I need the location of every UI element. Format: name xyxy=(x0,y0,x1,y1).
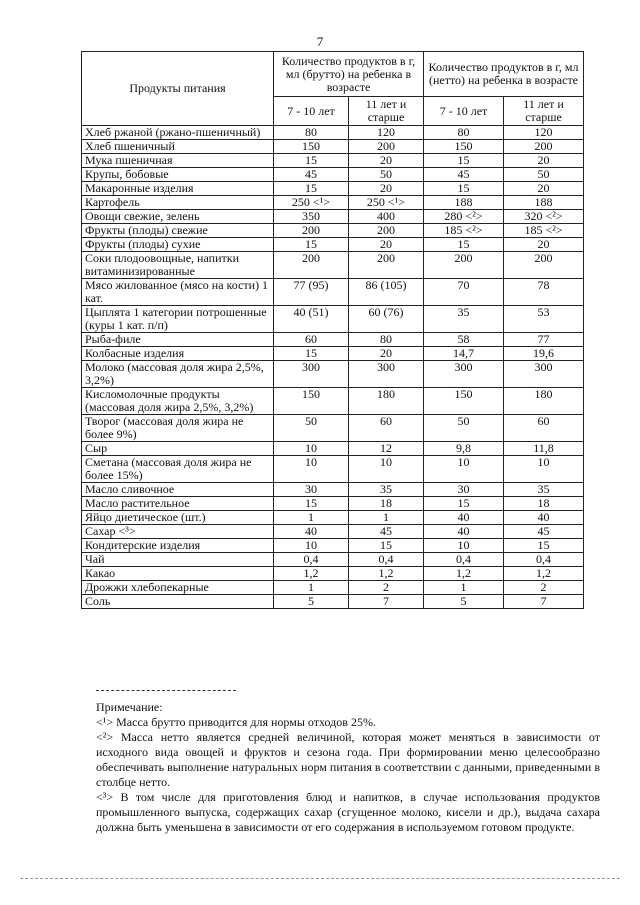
gross-11-plus-cell: 0,4 xyxy=(349,553,424,567)
gross-7-10-cell: 0,4 xyxy=(274,553,349,567)
gross-11-plus-cell: 120 xyxy=(349,126,424,140)
header-gross-age-11-plus: 11 лет и старше xyxy=(349,97,424,126)
gross-7-10-cell: 15 xyxy=(274,497,349,511)
net-11-plus-cell: 53 xyxy=(504,306,584,333)
net-11-plus-cell: 20 xyxy=(504,238,584,252)
table-row xyxy=(82,361,584,388)
gross-11-plus-cell: 50 xyxy=(349,168,424,182)
table-row xyxy=(82,525,584,539)
net-11-plus-cell: 200 xyxy=(504,252,584,279)
note-3: <³> В том числе для приготовления блюд и напитков, в случае использования продуктов промышленного выпуска, содержащих сахар (сгущенное молоко, кисели и др.), выдача сахара должна быть уменьшена в зависимости от его содержания в используемом готовом продукте. xyxy=(96,790,600,834)
notes-title: Примечание: xyxy=(96,700,163,714)
table-row xyxy=(82,347,584,361)
net-7-10-cell: 45 xyxy=(424,168,504,182)
gross-11-plus-cell: 20 xyxy=(349,238,424,252)
table-row xyxy=(82,168,584,182)
gross-11-plus-cell: 180 xyxy=(349,388,424,415)
net-11-plus-cell: 300 xyxy=(504,361,584,388)
net-7-10-cell: 50 xyxy=(424,415,504,442)
notes-separator xyxy=(96,690,236,691)
header-net: Количество продуктов в г, мл (нетто) на ребенка в возрасте xyxy=(424,52,584,97)
table-row xyxy=(82,333,584,347)
gross-11-plus-cell: 80 xyxy=(349,333,424,347)
product-name-cell: Какао xyxy=(82,567,274,581)
net-7-10-cell: 280 <²> xyxy=(424,210,504,224)
gross-7-10-cell: 1 xyxy=(274,511,349,525)
table-row xyxy=(82,567,584,581)
table-row xyxy=(82,154,584,168)
header-gross: Количество продуктов в г, мл (брутто) на ребенка в возрасте xyxy=(274,52,424,97)
gross-7-10-cell: 300 xyxy=(274,361,349,388)
product-name-cell: Творог (массовая доля жира не более 9%) xyxy=(82,415,274,442)
net-7-10-cell: 10 xyxy=(424,456,504,483)
gross-7-10-cell: 10 xyxy=(274,539,349,553)
gross-11-plus-cell: 200 xyxy=(349,224,424,238)
gross-7-10-cell: 1 xyxy=(274,581,349,595)
table-row xyxy=(82,279,584,306)
gross-7-10-cell: 30 xyxy=(274,483,349,497)
gross-7-10-cell: 200 xyxy=(274,224,349,238)
table-row xyxy=(82,224,584,238)
product-name-cell: Фрукты (плоды) свежие xyxy=(82,224,274,238)
gross-11-plus-cell: 200 xyxy=(349,140,424,154)
net-11-plus-cell: 11,8 xyxy=(504,442,584,456)
product-name-cell: Мясо жилованное (мясо на кости) 1 кат. xyxy=(82,279,274,306)
gross-11-plus-cell: 1,2 xyxy=(349,567,424,581)
gross-7-10-cell: 15 xyxy=(274,154,349,168)
gross-11-plus-cell: 20 xyxy=(349,154,424,168)
gross-7-10-cell: 77 (95) xyxy=(274,279,349,306)
net-11-plus-cell: 35 xyxy=(504,483,584,497)
net-11-plus-cell: 185 <²> xyxy=(504,224,584,238)
net-7-10-cell: 300 xyxy=(424,361,504,388)
gross-11-plus-cell: 18 xyxy=(349,497,424,511)
net-11-plus-cell: 10 xyxy=(504,456,584,483)
net-11-plus-cell: 200 xyxy=(504,140,584,154)
net-7-10-cell: 150 xyxy=(424,388,504,415)
net-11-plus-cell: 18 xyxy=(504,497,584,511)
net-11-plus-cell: 180 xyxy=(504,388,584,415)
table-row xyxy=(82,497,584,511)
gross-11-plus-cell: 1 xyxy=(349,511,424,525)
net-11-plus-cell: 188 xyxy=(504,196,584,210)
gross-11-plus-cell: 7 xyxy=(349,595,424,609)
table-row xyxy=(82,182,584,196)
table-row xyxy=(82,388,584,415)
net-11-plus-cell: 15 xyxy=(504,539,584,553)
gross-7-10-cell: 15 xyxy=(274,182,349,196)
gross-11-plus-cell: 10 xyxy=(349,456,424,483)
net-7-10-cell: 1,2 xyxy=(424,567,504,581)
net-7-10-cell: 150 xyxy=(424,140,504,154)
gross-7-10-cell: 200 xyxy=(274,252,349,279)
product-name-cell: Макаронные изделия xyxy=(82,182,274,196)
net-7-10-cell: 80 xyxy=(424,126,504,140)
net-7-10-cell: 14,7 xyxy=(424,347,504,361)
gross-11-plus-cell: 400 xyxy=(349,210,424,224)
product-name-cell: Крупы, бобовые xyxy=(82,168,274,182)
net-11-plus-cell: 0,4 xyxy=(504,553,584,567)
gross-11-plus-cell: 15 xyxy=(349,539,424,553)
product-name-cell: Соки плодоовощные, напитки витаминизированные xyxy=(82,252,274,279)
product-name-cell: Рыба-филе xyxy=(82,333,274,347)
table-row xyxy=(82,595,584,609)
gross-7-10-cell: 1,2 xyxy=(274,567,349,581)
table-row xyxy=(82,483,584,497)
net-11-plus-cell: 1,2 xyxy=(504,567,584,581)
net-7-10-cell: 188 xyxy=(424,196,504,210)
product-name-cell: Масло растительное xyxy=(82,497,274,511)
net-7-10-cell: 15 xyxy=(424,497,504,511)
table-row xyxy=(82,126,584,140)
gross-7-10-cell: 15 xyxy=(274,347,349,361)
product-name-cell: Хлеб пшеничный xyxy=(82,140,274,154)
net-11-plus-cell: 20 xyxy=(504,182,584,196)
product-name-cell: Хлеб ржаной (ржано-пшеничный) xyxy=(82,126,274,140)
product-name-cell: Сметана (массовая доля жира не более 15%) xyxy=(82,456,274,483)
product-name-cell: Мука пшеничная xyxy=(82,154,274,168)
gross-7-10-cell: 40 xyxy=(274,525,349,539)
product-name-cell: Сахар <³> xyxy=(82,525,274,539)
product-name-cell: Колбасные изделия xyxy=(82,347,274,361)
table-row xyxy=(82,442,584,456)
net-7-10-cell: 40 xyxy=(424,525,504,539)
net-11-plus-cell: 77 xyxy=(504,333,584,347)
net-11-plus-cell: 20 xyxy=(504,154,584,168)
gross-7-10-cell: 60 xyxy=(274,333,349,347)
net-11-plus-cell: 7 xyxy=(504,595,584,609)
gross-11-plus-cell: 2 xyxy=(349,581,424,595)
gross-7-10-cell: 350 xyxy=(274,210,349,224)
gross-11-plus-cell: 86 (105) xyxy=(349,279,424,306)
product-name-cell: Кисломолочные продукты (массовая доля жира 2,5%, 3,2%) xyxy=(82,388,274,415)
net-7-10-cell: 5 xyxy=(424,595,504,609)
gross-11-plus-cell: 35 xyxy=(349,483,424,497)
gross-7-10-cell: 5 xyxy=(274,595,349,609)
net-7-10-cell: 58 xyxy=(424,333,504,347)
net-7-10-cell: 200 xyxy=(424,252,504,279)
product-name-cell: Яйцо диетическое (шт.) xyxy=(82,511,274,525)
product-name-cell: Кондитерские изделия xyxy=(82,539,274,553)
net-11-plus-cell: 78 xyxy=(504,279,584,306)
product-name-cell: Картофель xyxy=(82,196,274,210)
net-11-plus-cell: 19,6 xyxy=(504,347,584,361)
gross-11-plus-cell: 45 xyxy=(349,525,424,539)
net-11-plus-cell: 60 xyxy=(504,415,584,442)
gross-7-10-cell: 150 xyxy=(274,388,349,415)
net-11-plus-cell: 2 xyxy=(504,581,584,595)
net-7-10-cell: 35 xyxy=(424,306,504,333)
table-row xyxy=(82,581,584,595)
gross-7-10-cell: 150 xyxy=(274,140,349,154)
gross-7-10-cell: 10 xyxy=(274,456,349,483)
gross-11-plus-cell: 20 xyxy=(349,347,424,361)
net-7-10-cell: 15 xyxy=(424,154,504,168)
product-name-cell: Соль xyxy=(82,595,274,609)
table-row xyxy=(82,511,584,525)
gross-11-plus-cell: 200 xyxy=(349,252,424,279)
product-name-cell: Молоко (массовая доля жира 2,5%, 3,2%) xyxy=(82,361,274,388)
net-11-plus-cell: 320 <²> xyxy=(504,210,584,224)
net-11-plus-cell: 50 xyxy=(504,168,584,182)
gross-11-plus-cell: 20 xyxy=(349,182,424,196)
gross-7-10-cell: 45 xyxy=(274,168,349,182)
table-row xyxy=(82,539,584,553)
product-name-cell: Цыплята 1 категории потрошенные (куры 1 кат. п/п) xyxy=(82,306,274,333)
note-1: <¹> Масса брутто приводится для нормы отходов 25%. xyxy=(96,715,376,729)
header-product: Продукты питания xyxy=(82,52,274,126)
table-row xyxy=(82,306,584,333)
page-bottom-edge xyxy=(20,878,620,879)
table-row xyxy=(82,252,584,279)
gross-7-10-cell: 15 xyxy=(274,238,349,252)
gross-11-plus-cell: 12 xyxy=(349,442,424,456)
net-7-10-cell: 9,8 xyxy=(424,442,504,456)
net-7-10-cell: 40 xyxy=(424,511,504,525)
notes xyxy=(96,700,600,835)
gross-11-plus-cell: 300 xyxy=(349,361,424,388)
table-row xyxy=(82,553,584,567)
note-2: <²> Масса нетто является средней величиной, которая может меняться в зависимости от исходного вида овощей и фруктов и сезона года. При формировании меню целесообразно обеспечивать выполнение натуральных норм питания в соответствии с данными, приведенными в столбце нетто. xyxy=(96,730,600,789)
table-body xyxy=(82,126,584,609)
net-7-10-cell: 15 xyxy=(424,182,504,196)
gross-7-10-cell: 40 (51) xyxy=(274,306,349,333)
product-name-cell: Фрукты (плоды) сухие xyxy=(82,238,274,252)
net-7-10-cell: 30 xyxy=(424,483,504,497)
table-row xyxy=(82,196,584,210)
net-11-plus-cell: 45 xyxy=(504,525,584,539)
table-row xyxy=(82,140,584,154)
net-7-10-cell: 185 <²> xyxy=(424,224,504,238)
header-gross-age-7-10: 7 - 10 лет xyxy=(274,97,349,126)
product-name-cell: Масло сливочное xyxy=(82,483,274,497)
net-11-plus-cell: 120 xyxy=(504,126,584,140)
net-7-10-cell: 1 xyxy=(424,581,504,595)
net-7-10-cell: 10 xyxy=(424,539,504,553)
product-name-cell: Чай xyxy=(82,553,274,567)
product-name-cell: Овощи свежие, зелень xyxy=(82,210,274,224)
gross-7-10-cell: 10 xyxy=(274,442,349,456)
food-norms-table xyxy=(81,51,584,609)
table-row xyxy=(82,210,584,224)
gross-7-10-cell: 250 <¹> xyxy=(274,196,349,210)
product-name-cell: Сыр xyxy=(82,442,274,456)
gross-7-10-cell: 50 xyxy=(274,415,349,442)
header-net-age-7-10: 7 - 10 лет xyxy=(424,97,504,126)
header-net-age-11-plus: 11 лет и старше xyxy=(504,97,584,126)
table-row xyxy=(82,456,584,483)
gross-11-plus-cell: 60 xyxy=(349,415,424,442)
gross-7-10-cell: 80 xyxy=(274,126,349,140)
net-7-10-cell: 15 xyxy=(424,238,504,252)
net-7-10-cell: 70 xyxy=(424,279,504,306)
gross-11-plus-cell: 250 <¹> xyxy=(349,196,424,210)
gross-11-plus-cell: 60 (76) xyxy=(349,306,424,333)
product-name-cell: Дрожжи хлебопекарные xyxy=(82,581,274,595)
net-11-plus-cell: 40 xyxy=(504,511,584,525)
net-7-10-cell: 0,4 xyxy=(424,553,504,567)
table-row xyxy=(82,415,584,442)
page-number: 7 xyxy=(316,34,324,49)
table-row xyxy=(82,238,584,252)
